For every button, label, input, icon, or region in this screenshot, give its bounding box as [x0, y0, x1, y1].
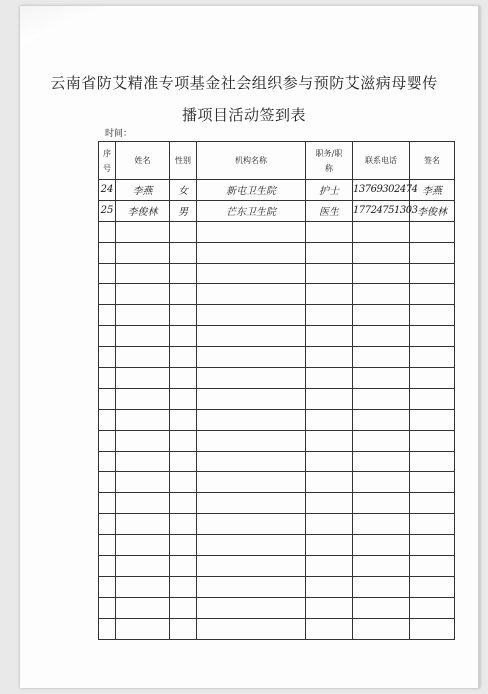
- cell-signature: [410, 305, 455, 326]
- cell-gender: [170, 388, 197, 409]
- cell-seq: [99, 430, 116, 451]
- cell-seq: [99, 242, 116, 263]
- cell-gender: [170, 347, 197, 368]
- cell-gender: [170, 556, 197, 577]
- cell-gender: [170, 451, 197, 472]
- cell-name: [116, 305, 170, 326]
- cell-signature: [410, 409, 455, 430]
- cell-seq: [99, 472, 116, 493]
- table-row: [99, 221, 455, 242]
- cell-org: [197, 388, 306, 409]
- cell-position: [306, 263, 353, 284]
- cell-gender: [170, 221, 197, 242]
- cell-seq: [99, 576, 116, 597]
- cell-org: [197, 409, 306, 430]
- cell-seq: 25: [99, 200, 116, 221]
- table-row: [99, 618, 455, 639]
- cell-phone: [353, 576, 410, 597]
- cell-position: [306, 284, 353, 305]
- cell-org: [197, 221, 306, 242]
- cell-gender: [170, 284, 197, 305]
- cell-position: [306, 388, 353, 409]
- cell-position: [306, 556, 353, 577]
- cell-phone: [353, 472, 410, 493]
- header-org: 机构名称: [197, 142, 306, 180]
- cell-gender: [170, 263, 197, 284]
- cell-gender: [170, 409, 197, 430]
- cell-signature: [410, 263, 455, 284]
- cell-position: [306, 368, 353, 389]
- cell-org: [197, 263, 306, 284]
- cell-seq: [99, 221, 116, 242]
- cell-name: [116, 618, 170, 639]
- cell-name: [116, 263, 170, 284]
- cell-position: [306, 347, 353, 368]
- cell-phone: [353, 242, 410, 263]
- cell-position: [306, 221, 353, 242]
- cell-phone: [353, 409, 410, 430]
- cell-org: [197, 368, 306, 389]
- cell-signature: [410, 284, 455, 305]
- cell-signature: [410, 597, 455, 618]
- cell-name: 李俊林: [116, 200, 170, 221]
- cell-gender: [170, 305, 197, 326]
- cell-signature: [410, 347, 455, 368]
- cell-phone: [353, 514, 410, 535]
- table-row: [99, 597, 455, 618]
- cell-seq: [99, 388, 116, 409]
- table-row: [99, 535, 455, 556]
- cell-position: [306, 597, 353, 618]
- cell-position: 医生: [306, 200, 353, 221]
- header-position: 职务/职 称: [306, 142, 353, 180]
- cell-org: [197, 242, 306, 263]
- cell-gender: [170, 493, 197, 514]
- cell-position: [306, 618, 353, 639]
- cell-phone: [353, 368, 410, 389]
- cell-name: [116, 556, 170, 577]
- cell-phone: [353, 305, 410, 326]
- cell-position: [306, 451, 353, 472]
- cell-gender: [170, 576, 197, 597]
- cell-name: [116, 368, 170, 389]
- cell-org: [197, 576, 306, 597]
- cell-phone: [353, 493, 410, 514]
- table-row: [99, 430, 455, 451]
- cell-phone: [353, 388, 410, 409]
- cell-name: [116, 597, 170, 618]
- cell-name: [116, 535, 170, 556]
- cell-signature: [410, 514, 455, 535]
- document-title-line2: 播项目活动签到表: [181, 106, 306, 124]
- cell-name: [116, 576, 170, 597]
- cell-signature: 李燕: [410, 180, 455, 201]
- cell-phone: [353, 618, 410, 639]
- cell-phone: [353, 284, 410, 305]
- cell-signature: [410, 221, 455, 242]
- cell-phone: [353, 347, 410, 368]
- cell-signature: [410, 242, 455, 263]
- cell-signature: [410, 326, 455, 347]
- cell-phone: [353, 597, 410, 618]
- cell-position: [306, 535, 353, 556]
- cell-name: 李燕: [116, 180, 170, 201]
- header-gender: 性别: [170, 142, 197, 180]
- cell-signature: [410, 368, 455, 389]
- cell-position: 护士: [306, 180, 353, 201]
- sign-in-table: [98, 141, 455, 640]
- header-name: 姓名: [116, 142, 170, 180]
- cell-org: [197, 493, 306, 514]
- cell-signature: [410, 556, 455, 577]
- cell-name: [116, 242, 170, 263]
- cell-seq: [99, 263, 116, 284]
- cell-name: [116, 347, 170, 368]
- cell-signature: 李俊林: [410, 200, 455, 221]
- cell-org: [197, 514, 306, 535]
- cell-name: [116, 284, 170, 305]
- cell-position: [306, 326, 353, 347]
- cell-name: [116, 221, 170, 242]
- cell-org: [197, 618, 306, 639]
- table-row: [99, 284, 455, 305]
- cell-org: 芒东卫生院: [197, 200, 306, 221]
- cell-name: [116, 472, 170, 493]
- cell-phone: [353, 263, 410, 284]
- table-row: [99, 263, 455, 284]
- cell-gender: [170, 368, 197, 389]
- cell-org: [197, 305, 306, 326]
- document-title-line1: 云南省防艾精准专项基金社会组织参与预防艾滋病母婴传: [50, 74, 438, 92]
- cell-name: [116, 451, 170, 472]
- cell-phone: [353, 535, 410, 556]
- table-row: [99, 472, 455, 493]
- cell-seq: [99, 535, 116, 556]
- table-row: [99, 368, 455, 389]
- cell-signature: [410, 451, 455, 472]
- cell-seq: [99, 347, 116, 368]
- cell-seq: 24: [99, 180, 116, 201]
- cell-seq: [99, 305, 116, 326]
- cell-signature: [410, 493, 455, 514]
- cell-seq: [99, 451, 116, 472]
- cell-position: [306, 576, 353, 597]
- table-row: [99, 242, 455, 263]
- cell-signature: [410, 618, 455, 639]
- cell-phone: [353, 451, 410, 472]
- cell-name: [116, 430, 170, 451]
- table-row: [99, 200, 455, 221]
- header-seq: 序 号: [99, 142, 116, 180]
- header-row: [99, 142, 455, 180]
- cell-org: [197, 451, 306, 472]
- cell-seq: [99, 409, 116, 430]
- cell-phone: [353, 556, 410, 577]
- table-row: [99, 556, 455, 577]
- cell-signature: [410, 472, 455, 493]
- cell-gender: [170, 242, 197, 263]
- table-row: [99, 576, 455, 597]
- cell-gender: [170, 535, 197, 556]
- cell-seq: [99, 368, 116, 389]
- cell-seq: [99, 326, 116, 347]
- cell-position: [306, 493, 353, 514]
- cell-name: [116, 493, 170, 514]
- cell-phone: 13769302474: [353, 180, 410, 201]
- cell-seq: [99, 556, 116, 577]
- cell-org: [197, 535, 306, 556]
- cell-phone: [353, 221, 410, 242]
- cell-position: [306, 472, 353, 493]
- cell-phone: 17724751303: [353, 200, 410, 221]
- table-row: [99, 493, 455, 514]
- cell-org: [197, 347, 306, 368]
- cell-gender: [170, 618, 197, 639]
- cell-gender: [170, 326, 197, 347]
- cell-seq: [99, 284, 116, 305]
- cell-phone: [353, 326, 410, 347]
- cell-gender: [170, 472, 197, 493]
- cell-position: [306, 409, 353, 430]
- cell-org: [197, 472, 306, 493]
- header-phone: 联系电话: [353, 142, 410, 180]
- cell-name: [116, 409, 170, 430]
- table-row: [99, 409, 455, 430]
- cell-gender: [170, 430, 197, 451]
- cell-position: [306, 430, 353, 451]
- cell-signature: [410, 388, 455, 409]
- table-row: [99, 388, 455, 409]
- cell-org: [197, 556, 306, 577]
- header-signature: 签名: [410, 142, 455, 180]
- table-row: [99, 326, 455, 347]
- cell-gender: 女: [170, 180, 197, 201]
- table-row: [99, 180, 455, 201]
- cell-signature: [410, 430, 455, 451]
- cell-org: [197, 284, 306, 305]
- cell-seq: [99, 597, 116, 618]
- cell-signature: [410, 535, 455, 556]
- cell-signature: [410, 576, 455, 597]
- table-row: [99, 514, 455, 535]
- cell-org: [197, 430, 306, 451]
- cell-org: [197, 597, 306, 618]
- cell-seq: [99, 514, 116, 535]
- cell-seq: [99, 493, 116, 514]
- cell-name: [116, 388, 170, 409]
- time-label: 时间：: [105, 129, 133, 139]
- cell-phone: [353, 430, 410, 451]
- cell-position: [306, 514, 353, 535]
- table-row: [99, 451, 455, 472]
- cell-org: 新屯卫生院: [197, 180, 306, 201]
- cell-gender: [170, 514, 197, 535]
- cell-gender: [170, 597, 197, 618]
- cell-org: [197, 326, 306, 347]
- table-row: [99, 347, 455, 368]
- cell-position: [306, 242, 353, 263]
- table-row: [99, 305, 455, 326]
- cell-gender: 男: [170, 200, 197, 221]
- cell-position: [306, 305, 353, 326]
- cell-seq: [99, 618, 116, 639]
- cell-name: [116, 514, 170, 535]
- cell-name: [116, 326, 170, 347]
